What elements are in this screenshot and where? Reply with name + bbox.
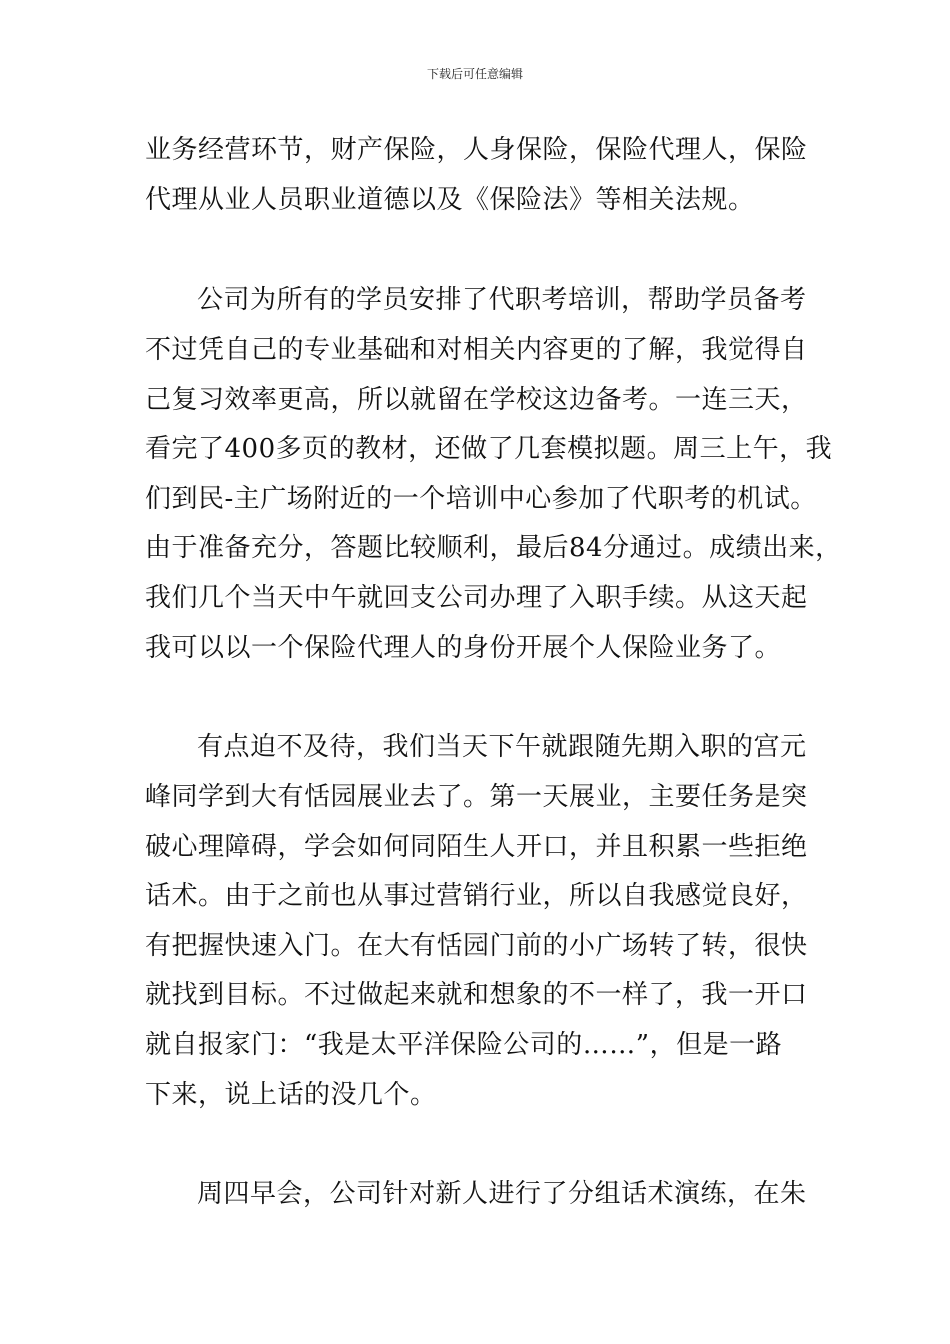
text-line: 由于准备充分，答题比较顺利，最后84分通过。成绩出来， xyxy=(145,533,842,563)
text-line: 就自报家门：“我是太平洋保险公司的……”，但是一路 xyxy=(145,1030,783,1060)
text-line: 就找到目标。不过做起来就和想象的不一样了，我一开口 xyxy=(145,980,808,1010)
text-line: 下来，说上话的没几个。 xyxy=(145,1080,437,1110)
text-line: 峰同学到大有恬园展业去了。第一天展业，主要任务是突 xyxy=(145,782,808,812)
text-line: 看完了400多页的教材，还做了几套模拟题。周三上午，我 xyxy=(145,434,833,464)
text-line: 有点迫不及待，我们当天下午就跟随先期入职的宫元 xyxy=(197,732,807,762)
text-line: 不过凭自己的专业基础和对相关内容更的了解，我觉得自 xyxy=(145,335,808,365)
text-line: 代理从业人员职业道德以及《保险法》等相关法规。 xyxy=(145,185,755,215)
text-line: 公司为所有的学员安排了代职考培训，帮助学员备考 xyxy=(197,285,807,315)
text-line: 己复习效率更高，所以就留在学校这边备考。一连三天， xyxy=(145,385,808,415)
text-line: 们到民-主广场附近的一个培训中心参加了代职考的机试。 xyxy=(145,484,817,514)
text-line: 业务经营环节，财产保险，人身保险，保险代理人，保险 xyxy=(145,135,808,165)
text-line: 有把握快速入门。在大有恬园门前的小广场转了转，很快 xyxy=(145,931,808,961)
text-line: 话术。由于之前也从事过营销行业，所以自我感觉良好， xyxy=(145,881,808,911)
text-line: 周四早会，公司针对新人进行了分组话术演练，在朱 xyxy=(197,1179,807,1209)
text-line: 我可以以一个保险代理人的身份开展个人保险业务了。 xyxy=(145,633,782,663)
page-header: 下载后可任意编辑 xyxy=(426,67,523,81)
text-line: 破心理障碍，学会如何同陌生人开口，并且积累一些拒绝 xyxy=(145,832,808,862)
text-line: 我们几个当天中午就回支公司办理了入职手续。从这天起 xyxy=(145,583,808,613)
